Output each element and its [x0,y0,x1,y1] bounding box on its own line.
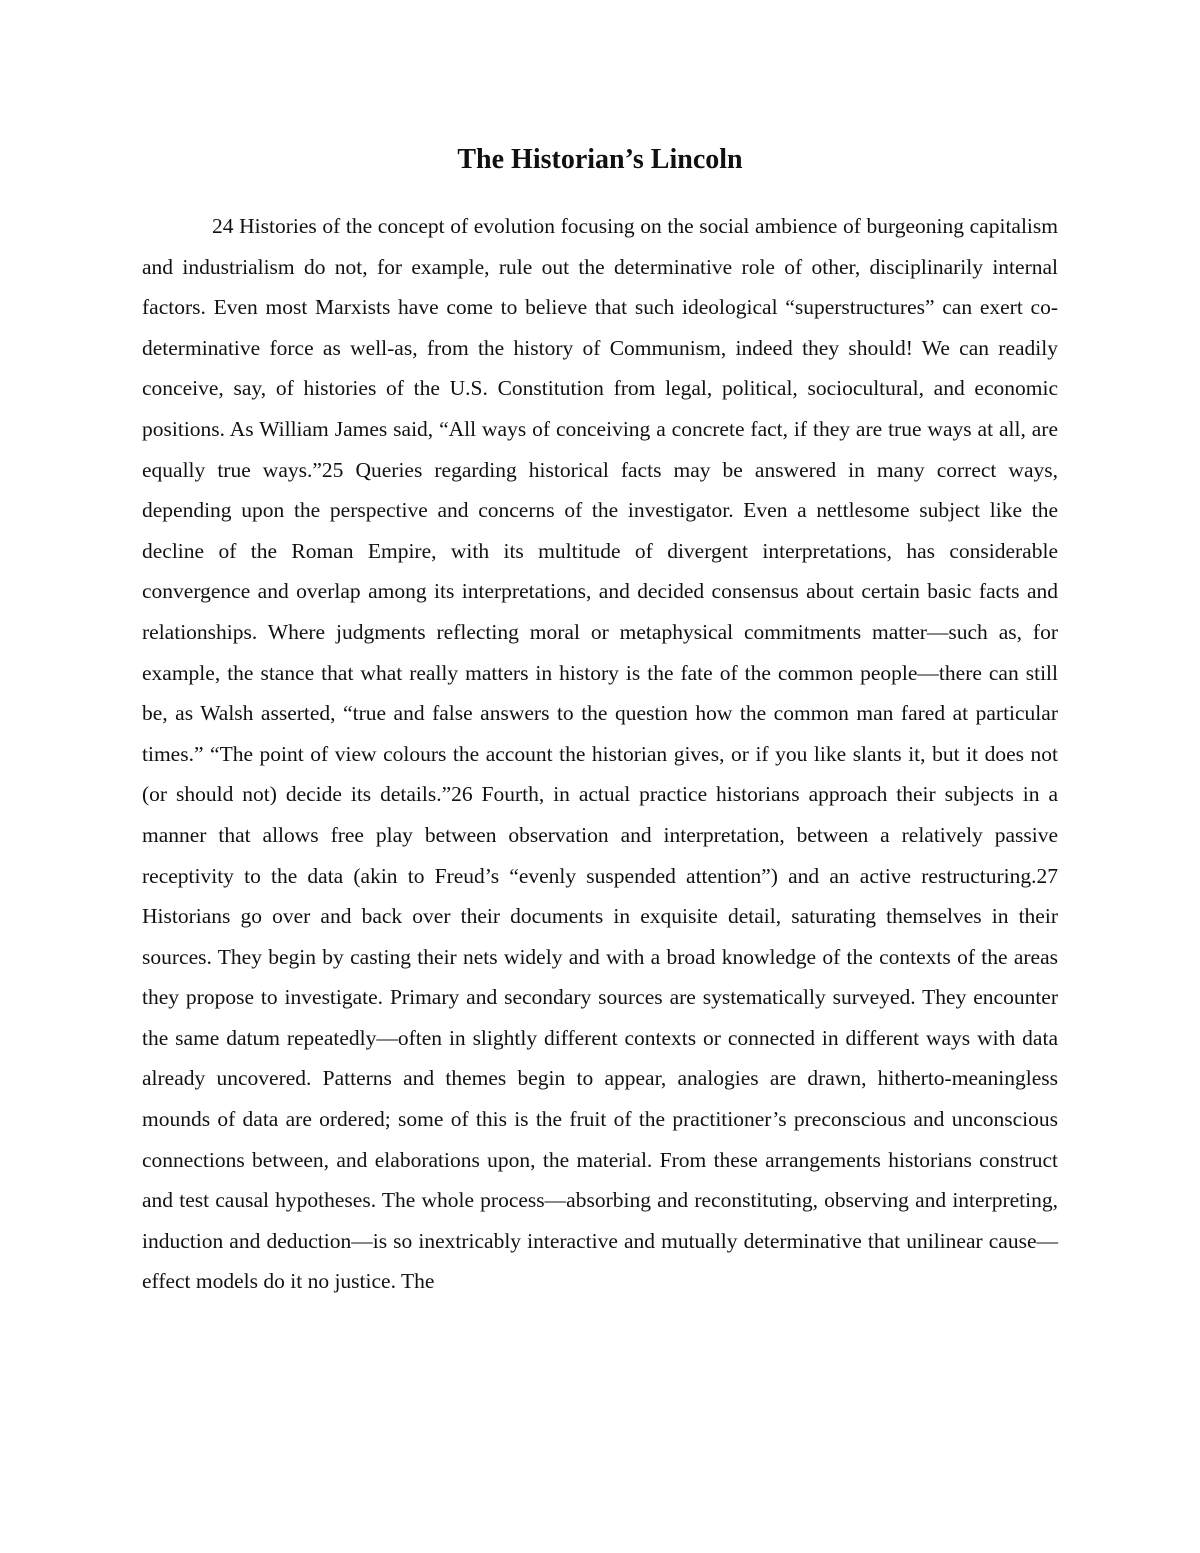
page-title: The Historian’s Lincoln [457,144,743,175]
body-paragraph: 24 Histories of the concept of evolution focusing on the social ambience of burgeoning capitalism and industrialism do not, for example, rule out the determinative role of other, disciplinarily internal factors. Even most Marxists have come to believe that such ideological “superstructures” can exert co-determinative force as well-as, from the history of Communism, indeed they should! We can readily conceive, say, of histories of the U.S. Constitution from legal, political, sociocultural, and economic positions. As William James said, “All ways of conceiving a concrete fact, if they are true ways at all, are equally true ways.”25 Queries regarding historical facts may be answered in many correct ways, depending upon the perspective and concerns of the investigator. Even a nettlesome subject like the decline of the Roman Empire, with its multitude of divergent interpretations, has considerable convergence and overlap among its interpretations, and decided consensus about certain basic facts and relationships. Where judgments reflecting moral or metaphysical commitments matter—such as, for example, the stance that what really matters in history is the fate of the common people—there can still be, as Walsh asserted, “true and false answers to the question how the common man fared at particular times.” “The point of view colours the account the historian gives, or if you like slants it, but it does not (or should not) decide its details.”26 Fourth, in actual practice historians approach their subjects in a manner that allows free play between observation and interpretation, between a relatively passive receptivity to the data (akin to Freud’s “evenly suspended attention”) and an active restructuring.27 Historians go over and back over their documents in exquisite detail, saturating themselves in their sources. They begin by casting their nets widely and with a broad knowledge of the contexts of the areas they propose to investigate. Primary and secondary sources are systematically surveyed. They encounter the same datum repeatedly—often in slightly different contexts or connected in different ways with data already uncovered. Patterns and themes begin to appear, analogies are drawn, hitherto-meaningless mounds of data are ordered; some of this is the fruit of the practitioner’s preconscious and unconscious connections between, and elaborations upon, the material. From these arrangements historians construct and test causal hypotheses. The whole process—absorbing and reconstituting, observing and interpreting, induction and deduction—is so inextricably interactive and mutually determinative that unilinear cause—effect models do it no justice. The [142,214,1058,1294]
